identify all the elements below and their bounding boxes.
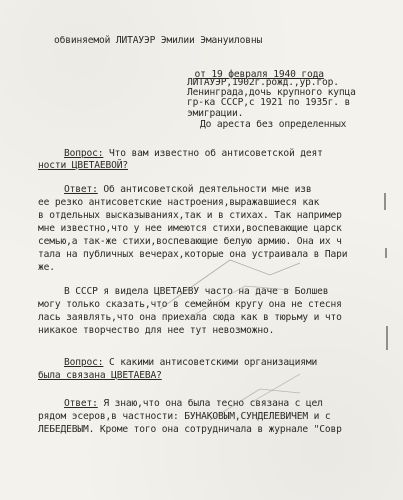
answer-2-line-3: ЛЕБЕДЕВЫМ. Кроме того она сотрудничала в журнале "Совр bbox=[38, 424, 342, 435]
question-2-label: Вопрос: bbox=[64, 357, 104, 368]
answer-1-line-4: мне известно,что у нее имеются стихи,воспевающие царск bbox=[38, 223, 342, 234]
answer-1-label: Ответ: bbox=[64, 184, 98, 195]
question-2-text-2: была связана ЦВЕТАЕВА? bbox=[38, 370, 162, 381]
margin-mark-3 bbox=[386, 326, 388, 350]
bio-line-2: Ленинграда,дочь крупного купца bbox=[187, 87, 356, 98]
answer-2-line-2: рядом эсеров,в частности: БУНАКОВЫМ,СУНДЕЛЕВИЧЕМ и с bbox=[38, 411, 331, 422]
paragraph-2-line-1: В СССР я видела ЦВЕТАЕВУ часто на даче в Болшев bbox=[64, 286, 329, 297]
bio-line-5: До ареста без определенных bbox=[200, 119, 347, 130]
document-header: обвиняемой ЛИТАУЭР Эмилии Эмануиловны bbox=[54, 35, 263, 46]
margin-mark-2 bbox=[385, 248, 387, 258]
question-2-text: С какими антисоветскими организациями bbox=[103, 357, 318, 368]
question-1-text-2: ности ЦВЕТАЕВОЙ? bbox=[38, 160, 129, 171]
answer-1-line-2: ее резко антисоветские настроения,выражавшиеся как bbox=[38, 197, 320, 208]
answer-1-line-3: в отдельных высказываниях,так и в стихах. Так например bbox=[38, 210, 342, 221]
bio-line-4: эмиграции. bbox=[187, 108, 244, 119]
answer-1-line-6: тала на публичных вечерах,которые она устраивала в Пари bbox=[38, 249, 348, 260]
answer-2-label: Ответ: bbox=[64, 398, 98, 409]
answer-1-line-7: же. bbox=[38, 262, 55, 273]
paragraph-2-line-3: лась заявлять,что она приехала сюда как в тюрьму и что bbox=[38, 312, 342, 323]
margin-mark-1 bbox=[384, 193, 386, 210]
bio-line-3: гр-ка СССР,с 1921 по 1935г. в bbox=[187, 97, 351, 108]
bio-line-1: ЛИТАУЭР,1902г.рожд.,ур.гор. bbox=[187, 77, 339, 88]
paragraph-2-line-4: никакое творчество для нее тут невозможно. bbox=[38, 325, 275, 336]
answer-2-text: Я знаю,что она была тесно связана с цел bbox=[97, 398, 323, 409]
date-text: от 19 февраля 1940 года bbox=[194, 69, 324, 80]
question-1-text: Что вам известно об антисоветской деят bbox=[103, 148, 323, 159]
question-1-label: Вопрос: bbox=[64, 148, 104, 159]
answer-1-line-5: семью,а так-же стихи,воспевающие белую армию. Она их ч bbox=[38, 236, 342, 247]
paragraph-2-line-2: могу только сказать,что в семейном кругу она не стесня bbox=[38, 299, 342, 310]
answer-1-text: Об антисоветской деятельности мне изв bbox=[97, 184, 312, 195]
